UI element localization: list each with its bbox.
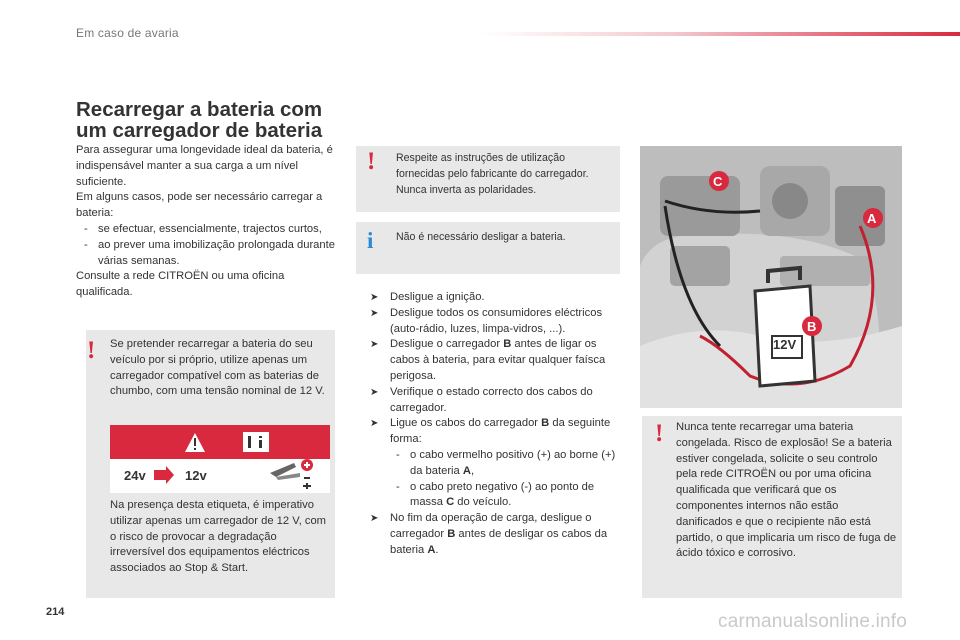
label-12v: 12v [185, 468, 207, 483]
intro-list-item: - ao prever uma imobilização prolongada durante várias semanas. [84, 238, 335, 267]
label-a: A [867, 211, 877, 226]
charger-12v-label: 12V [773, 337, 797, 352]
stop-start-label-image [110, 425, 330, 493]
header-accent-bar [480, 32, 960, 36]
intro-text [76, 143, 338, 301]
engine-bay-photo [640, 146, 902, 408]
step-item: ➤ Verifique o estado correcto dos cabos do carregador. [370, 385, 593, 414]
page-number: 214 [46, 606, 65, 618]
label-c: C [713, 174, 723, 189]
step-item: ➤ Desligue a ignição. [370, 291, 485, 303]
warning-text: Nunca tente recarregar uma bateria congelada. Risco de explosão! Se a bateria estiver congelada, solicite o seu controlo pela rede CITROËN ou por uma oficina qualificada que verificará que os componentes internos não estão danificados e que o recipiente não está partido, o que implicaria um risco de fuga de ácido tóxico e corrosivo. [676, 421, 897, 560]
exclamation-icon: ! [87, 337, 96, 364]
info-box [356, 222, 620, 274]
label-explanation: Na presença desta etiqueta, é imperativo utilizar apenas um carregador de 12 V, com o risco de provocar a degradação irreversível dos equipamentos eléctricos associados ao Stop & Start. [110, 499, 326, 575]
exclamation-icon: ! [367, 148, 376, 175]
intro-paragraph-2: Em alguns casos, pode ser necessário carregar a bateria: [76, 191, 323, 220]
label-b: B [807, 319, 817, 334]
warning-text: Se pretender recarregar a bateria do seu veículo por si próprio, utilize apenas um carregador compatível com as baterias de chumbo, com uma tensão nominal de 12 V. [110, 338, 325, 398]
procedure-steps [370, 290, 624, 559]
step-item: ➤ No fim da operação de carga, desligue o carregador B antes de desligar os cabos da bateria A. [370, 512, 608, 556]
info-icon: i [367, 228, 374, 253]
manual-icon [243, 432, 269, 452]
intro-paragraph-1: Para assegurar uma longevidade ideal da bateria, é indispensável manter a sua carga a um nível suficiente. [76, 144, 333, 188]
arrow-icon [154, 466, 174, 484]
warning-triangle-icon [185, 433, 205, 452]
step-item: ➤ Desligue todos os consumidores eléctricos (auto-rádio, luzes, limpa-vidros, ...). [370, 306, 603, 335]
page-title: Recarregar a bateria com um carregador de bateria [76, 98, 323, 142]
step-subitem: - o cabo preto negativo (-) ao ponto de massa C do veículo. [396, 480, 595, 509]
exclamation-icon: ! [655, 420, 664, 447]
info-text: Não é necessário desligar a bateria. [396, 231, 566, 243]
engine-illustration [640, 146, 902, 408]
label-24v: 24v [124, 468, 146, 483]
warning-text: Respeite as instruções de utilização fornecidas pelo fabricante do carregador. Nunca inverta as polaridades. [396, 152, 589, 196]
section-header: Em caso de avaria [76, 26, 179, 40]
step-item: ➤ Ligue os cabos do carregador B da seguinte forma: [370, 417, 611, 446]
intro-paragraph-3: Consulte a rede CITROËN ou uma oficina qualificada. [76, 270, 285, 299]
clamp-icon [270, 459, 313, 489]
intro-list-item: - se efectuar, essencialmente, trajectos curtos, [84, 222, 322, 235]
watermark: carmanualsonline.info [718, 611, 908, 632]
step-subitem: - o cabo vermelho positivo (+) ao borne (+) da bateria A, [396, 448, 616, 477]
step-item: ➤ Desligue o carregador B antes de ligar os cabos à bateria, para evitar qualquer faísca perigosa. [370, 338, 606, 382]
